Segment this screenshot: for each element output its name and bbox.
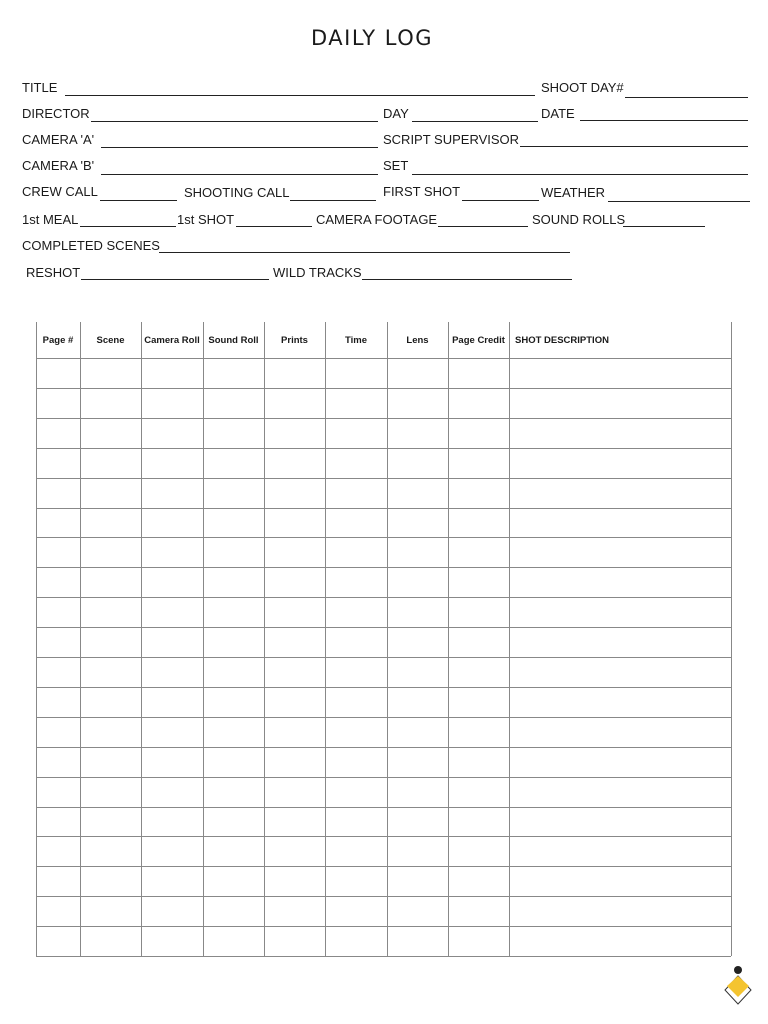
table-row — [36, 418, 731, 419]
table-row — [36, 896, 731, 897]
header-scene: Scene — [96, 335, 125, 346]
header-sound-roll: Sound Roll — [208, 335, 259, 346]
director-field[interactable] — [91, 121, 378, 122]
date-label: DATE — [541, 106, 575, 121]
weather-label: WEATHER — [541, 185, 606, 200]
shoot-day-label: SHOOT DAY# — [541, 80, 624, 95]
script-supervisor-field[interactable] — [520, 146, 748, 147]
set-label: SET — [383, 158, 409, 173]
header-time: Time — [344, 335, 367, 346]
day-label: DAY — [383, 106, 409, 121]
day-field[interactable] — [412, 121, 538, 122]
sound-rolls-field[interactable] — [623, 226, 705, 227]
table-row — [36, 777, 731, 778]
table-row — [36, 956, 731, 957]
first-shot-short-label: 1st SHOT — [177, 212, 235, 227]
title-label: TITLE — [22, 80, 58, 95]
header-lens: Lens — [406, 335, 429, 346]
table-row — [36, 448, 731, 449]
wild-tracks-field[interactable] — [362, 279, 572, 280]
page-title: DAILY LOG — [310, 26, 434, 50]
log-table — [36, 322, 732, 958]
shoot-day-field[interactable] — [625, 97, 748, 98]
completed-scenes-label: COMPLETED SCENES — [22, 238, 160, 253]
table-row — [36, 687, 731, 688]
table-row — [36, 807, 731, 808]
logo-dot — [734, 966, 742, 974]
title-field[interactable] — [65, 95, 535, 96]
table-row — [36, 717, 731, 718]
table-row — [36, 926, 731, 927]
table-row — [36, 866, 731, 867]
header-prints: Prints — [281, 335, 308, 346]
header-camera-roll: Camera Roll — [144, 335, 200, 346]
table-row — [36, 747, 731, 748]
table-row — [36, 537, 731, 538]
table-row — [36, 627, 731, 628]
table-row — [36, 657, 731, 658]
crew-call-field[interactable] — [100, 200, 177, 201]
table-row — [36, 478, 731, 479]
set-field[interactable] — [412, 174, 748, 175]
header-page-credit: Page Credit — [452, 335, 505, 346]
table-row — [36, 567, 731, 568]
first-shot-short-field[interactable] — [236, 226, 312, 227]
table-column-line — [731, 322, 732, 956]
director-label: DIRECTOR — [22, 106, 90, 121]
table-row — [36, 388, 731, 389]
script-supervisor-label: SCRIPT SUPERVISOR — [383, 132, 520, 147]
camera-a-field[interactable] — [101, 147, 378, 148]
reshot-field[interactable] — [81, 279, 269, 280]
shooting-call-label: SHOOTING CALL — [184, 185, 290, 200]
first-shot-label: FIRST SHOT — [383, 184, 461, 199]
date-field[interactable] — [580, 120, 748, 121]
camera-a-label: CAMERA 'A' — [22, 132, 95, 147]
table-row — [36, 508, 731, 509]
wild-tracks-label: WILD TRACKS — [273, 265, 362, 280]
first-meal-field[interactable] — [80, 226, 176, 227]
header-shot-description: SHOT DESCRIPTION — [515, 335, 609, 346]
reshot-label: RESHOT — [26, 265, 81, 280]
diamond-logo-icon — [722, 964, 754, 1006]
first-shot-field[interactable] — [462, 200, 539, 201]
header-page: Page # — [42, 335, 74, 346]
sound-rolls-label: SOUND ROLLS — [532, 212, 626, 227]
table-row — [36, 836, 731, 837]
shooting-call-field[interactable] — [290, 200, 376, 201]
camera-b-field[interactable] — [101, 174, 378, 175]
camera-footage-label: CAMERA FOOTAGE — [316, 212, 438, 227]
camera-b-label: CAMERA 'B' — [22, 158, 95, 173]
table-row — [36, 597, 731, 598]
table-row — [36, 358, 731, 359]
first-meal-label: 1st MEAL — [22, 212, 79, 227]
camera-footage-field[interactable] — [438, 226, 528, 227]
completed-scenes-field[interactable] — [159, 252, 570, 253]
weather-field[interactable] — [608, 201, 750, 202]
crew-call-label: CREW CALL — [22, 184, 98, 199]
